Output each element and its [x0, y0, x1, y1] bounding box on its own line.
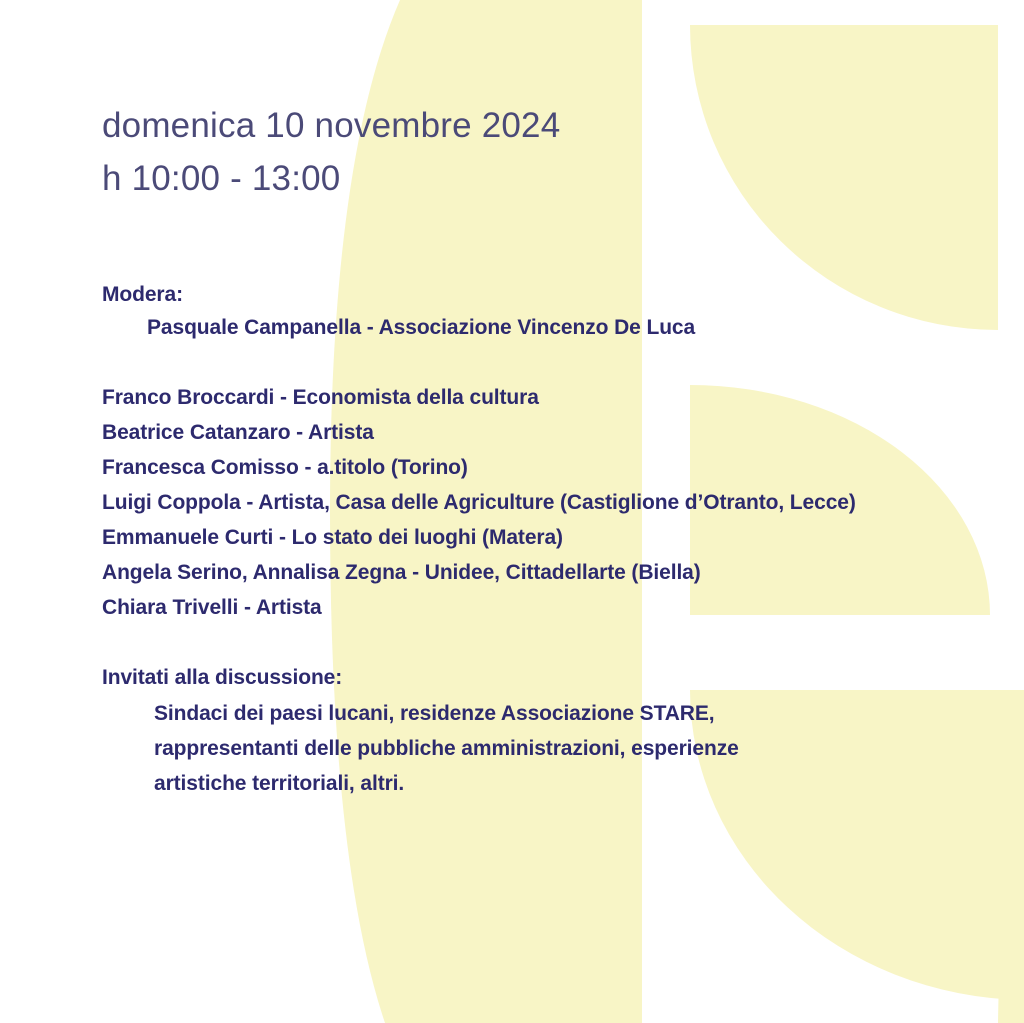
invited-line: Sindaci dei paesi lucani, residenze Associazione STARE,: [154, 702, 715, 725]
speaker-item: Franco Broccardi - Economista della cultura: [102, 386, 539, 409]
event-date: domenica 10 novembre 2024: [102, 106, 561, 145]
speaker-item: Angela Serino, Annalisa Zegna - Unidee, Cittadellarte (Biella): [102, 561, 701, 584]
speaker-item: Beatrice Catanzaro - Artista: [102, 421, 374, 444]
invited-line: artistiche territoriali, altri.: [154, 772, 405, 795]
speaker-item: Chiara Trivelli - Artista: [102, 596, 322, 619]
speaker-item: Emmanuele Curti - Lo stato dei luoghi (Matera): [102, 526, 563, 549]
invited-label: Invitati alla discussione:: [102, 666, 343, 689]
moderator-label: Modera:: [102, 283, 183, 306]
speaker-item: Luigi Coppola - Artista, Casa delle Agriculture (Castiglione d’Otranto, Lecce): [102, 491, 856, 514]
moderator-name: Pasquale Campanella - Associazione Vincenzo De Luca: [147, 316, 696, 339]
speaker-item: Francesca Comisso - a.titolo (Torino): [102, 456, 468, 479]
invited-line: rappresentanti delle pubbliche amministrazioni, esperienze: [154, 737, 739, 760]
event-time: h 10:00 - 13:00: [102, 159, 341, 198]
